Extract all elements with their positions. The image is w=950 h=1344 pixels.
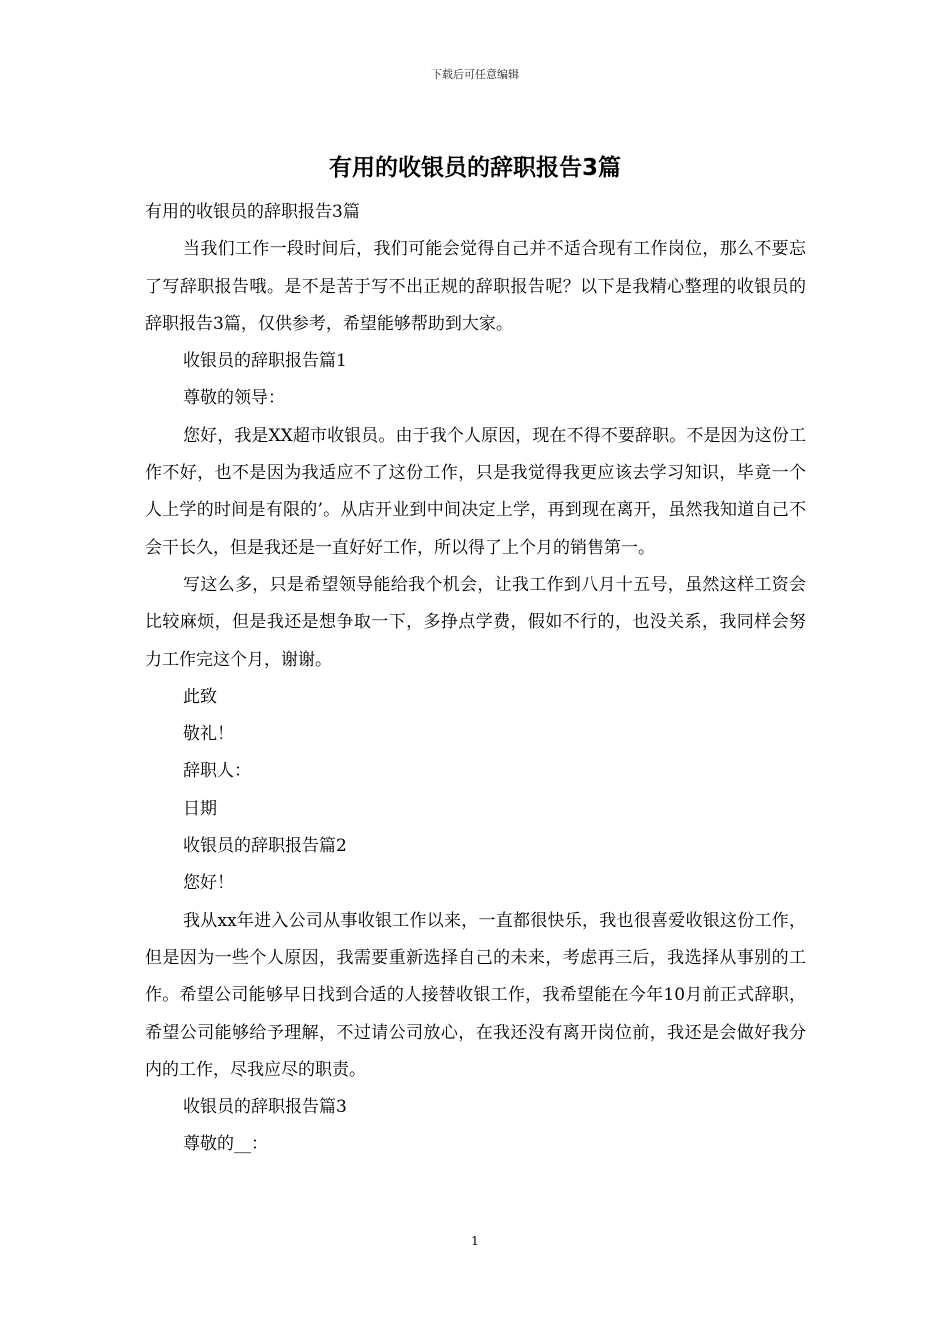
section-heading-2: 收银员的辞职报告篇2 xyxy=(183,836,347,857)
signature-resigner: 辞职人： xyxy=(183,761,251,782)
salutation-2: 您好！ xyxy=(183,873,234,894)
salutation-3: 尊敬的__： xyxy=(183,1134,268,1155)
closing-cizhi: 此致 xyxy=(183,686,217,707)
letter-2-body: 我从xx年进入公司从事收银工作以来，一直都很快乐，我也很喜爱收银这份工作，但是因为一些个人原因，我需要重新选择自己的未来，考虑再三后，我选择从事别的工作。希望公司能够早日找到合适的人接替收银工作，我希望能在今年10月前正式辞职，希望公司能够给予理解，不过请公司放心，在我还没有离开岗位前，我还是会做好我分内的工作，尽我应尽的职责。 xyxy=(145,910,806,1080)
section-heading-3: 收银员的辞职报告篇3 xyxy=(183,1097,347,1118)
download-editable-note: 下载后可任意编辑 xyxy=(431,68,519,81)
closing-jingli: 敬礼！ xyxy=(183,724,234,745)
signature-date: 日期 xyxy=(183,798,217,819)
subtitle-paragraph: 有用的收银员的辞职报告3篇 xyxy=(145,202,360,222)
document-body xyxy=(145,194,806,1164)
salutation-1: 尊敬的领导： xyxy=(183,388,285,409)
letter-1-body-2: 写这么多，只是希望领导能给我个机会，让我工作到八月十五号，虽然这样工资会比较麻烦，但是我还是想争取一下，多挣点学费，假如不行的，也没关系，我同样会努力工作完这个月，谢谢。 xyxy=(145,574,806,670)
intro-paragraph: 当我们工作一段时间后，我们可能会觉得自己并不适合现有工作岗位，那么不要忘了写辞职报告哦。是不是苦于写不出正规的辞职报告呢？以下是我精心整理的收银员的辞职报告3篇，仅供参考，希望能够帮助到大家。 xyxy=(145,239,806,334)
section-heading-1: 收银员的辞职报告篇1 xyxy=(183,351,347,372)
document-title: 有用的收银员的辞职报告3篇 xyxy=(328,155,621,181)
page-number: 1 xyxy=(471,1234,479,1248)
letter-1-body-1: 您好，我是XX超市收银员。由于我个人原因，现在不得不要辞职。不是因为这份工作不好，也不是因为我适应不了这份工作，只是我觉得我更应该去学习知识，毕竟一个人上学的时间是有限的’。从店开业到中间决定上学，再到现在离开，虽然我知道自己不会干长久，但是我还是一直好好工作，所以得了上个月的销售第一。 xyxy=(145,425,806,558)
